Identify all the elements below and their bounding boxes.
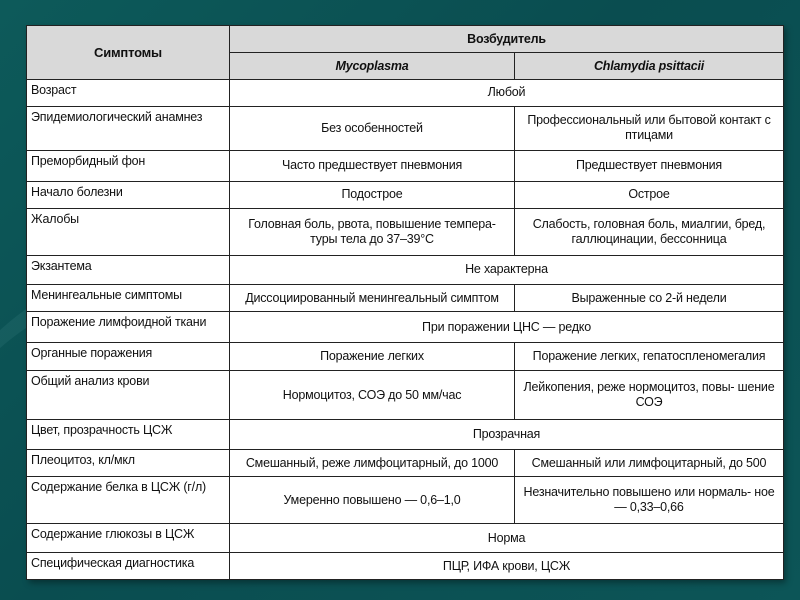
header-chlamydia: Chlamydia psittacii xyxy=(515,53,784,80)
row-value-chlamydia: Поражение легких, гепатоспленомегалия xyxy=(515,343,784,371)
row-label: Плеоцитоз, кл/мкл xyxy=(27,450,230,477)
row-value-chlamydia: Незначительно повышено или нормаль- ное — 0,33–0,66 xyxy=(515,477,784,524)
table-row xyxy=(27,477,784,524)
row-value-chlamydia: Профессиональный или бытовой контакт с птицами xyxy=(515,106,784,150)
table-row xyxy=(27,420,784,450)
row-value-chlamydia: Лейкопения, реже нормоцитоз, повы- шение СОЭ xyxy=(515,371,784,420)
row-value-mycoplasma: Диссоциированный менингеальный симптом xyxy=(230,284,515,312)
row-label: Содержание белка в ЦСЖ (г/л) xyxy=(27,477,230,524)
row-value-mycoplasma: Головная боль, рвота, повышение темпера- туры тела до 37–39°С xyxy=(230,208,515,255)
table-row xyxy=(27,343,784,371)
table-row xyxy=(27,255,784,284)
row-label: Специфическая диагностика xyxy=(27,553,230,580)
table-row xyxy=(27,150,784,181)
table-row xyxy=(27,181,784,208)
row-value-chlamydia: Слабость, головная боль, миалгии, бред, галлюцинации, бессонница xyxy=(515,208,784,255)
comparison-table xyxy=(26,25,784,580)
table-row xyxy=(27,312,784,343)
row-label: Общий анализ крови xyxy=(27,371,230,420)
comparison-table-container xyxy=(26,25,783,580)
header-symptoms: Симптомы xyxy=(27,26,230,80)
row-label: Цвет, прозрачность ЦСЖ xyxy=(27,420,230,450)
table-body xyxy=(27,80,784,580)
table-row xyxy=(27,524,784,553)
table-row xyxy=(27,80,784,107)
row-label: Менингеальные симптомы xyxy=(27,284,230,312)
row-label: Преморбидный фон xyxy=(27,150,230,181)
row-value-chlamydia: Острое xyxy=(515,181,784,208)
header-pathogen: Возбудитель xyxy=(230,26,784,53)
row-value-shared: Любой xyxy=(230,80,784,107)
table-row xyxy=(27,106,784,150)
row-value-mycoplasma: Смешанный, реже лимфоцитарный, до 1000 xyxy=(230,450,515,477)
row-value-chlamydia: Смешанный или лимфоцитарный, до 500 xyxy=(515,450,784,477)
table-row xyxy=(27,450,784,477)
table-row xyxy=(27,208,784,255)
row-value-mycoplasma: Подострое xyxy=(230,181,515,208)
row-label: Эпидемиологический анамнез xyxy=(27,106,230,150)
row-value-chlamydia: Предшествует пневмония xyxy=(515,150,784,181)
table-row xyxy=(27,371,784,420)
table-row xyxy=(27,553,784,580)
row-label: Возраст xyxy=(27,80,230,107)
row-value-shared: ПЦР, ИФА крови, ЦСЖ xyxy=(230,553,784,580)
row-label: Органные поражения xyxy=(27,343,230,371)
row-value-mycoplasma: Поражение легких xyxy=(230,343,515,371)
row-label: Жалобы xyxy=(27,208,230,255)
table-row xyxy=(27,284,784,312)
row-value-mycoplasma: Нормоцитоз, СОЭ до 50 мм/час xyxy=(230,371,515,420)
row-value-shared: Не характерна xyxy=(230,255,784,284)
row-label: Содержание глюкозы в ЦСЖ xyxy=(27,524,230,553)
row-value-shared: Прозрачная xyxy=(230,420,784,450)
row-value-mycoplasma: Часто предшествует пневмония xyxy=(230,150,515,181)
row-label: Начало болезни xyxy=(27,181,230,208)
row-value-mycoplasma: Без особенностей xyxy=(230,106,515,150)
row-value-chlamydia: Выраженные со 2-й недели xyxy=(515,284,784,312)
row-value-shared: При поражении ЦНС — редко xyxy=(230,312,784,343)
row-value-mycoplasma: Умеренно повышено — 0,6–1,0 xyxy=(230,477,515,524)
row-label: Экзантема xyxy=(27,255,230,284)
row-label: Поражение лимфоидной ткани xyxy=(27,312,230,343)
table-header xyxy=(27,26,784,80)
header-mycoplasma: Mycoplasma xyxy=(230,53,515,80)
row-value-shared: Норма xyxy=(230,524,784,553)
